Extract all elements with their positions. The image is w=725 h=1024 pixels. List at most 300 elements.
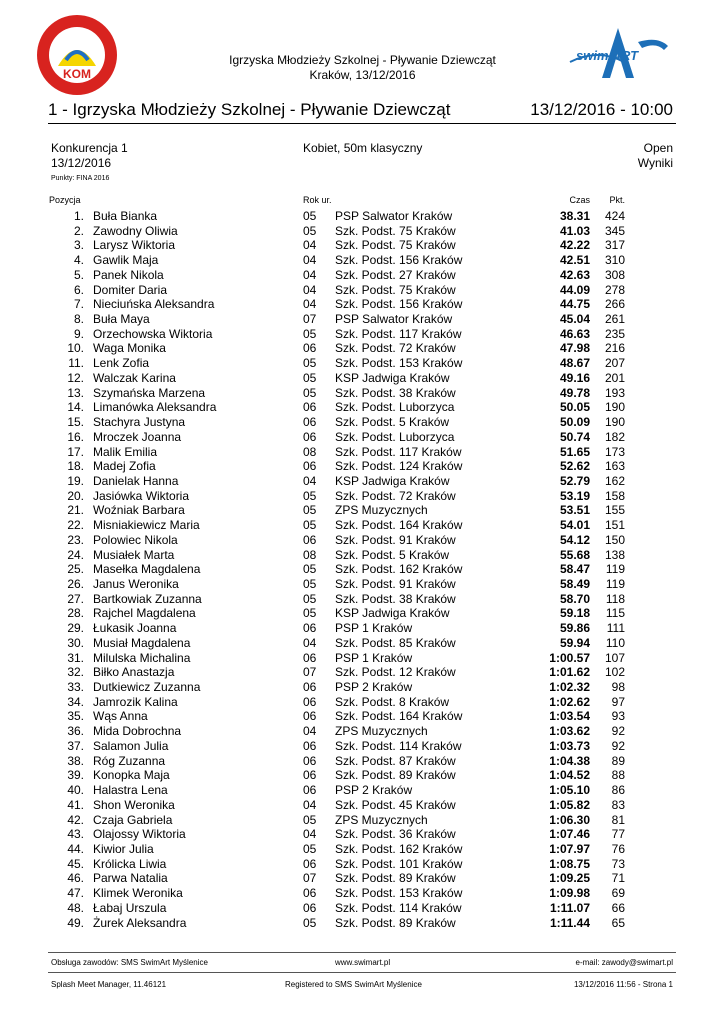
result-year: 05	[303, 326, 317, 341]
col-header-time: Czas	[569, 195, 590, 205]
result-club: KSP Jadwiga Kraków	[335, 370, 450, 385]
result-club: KSP Jadwiga Kraków	[335, 473, 450, 488]
result-row	[0, 356, 725, 371]
result-year: 06	[303, 400, 317, 415]
result-time: 50.05	[559, 400, 590, 415]
result-club: Szk. Podst. 114 Kraków	[335, 900, 462, 915]
result-points: 278	[604, 282, 625, 297]
result-row	[0, 813, 725, 828]
result-position: 33.	[67, 680, 84, 695]
result-club: Szk. Podst. 124 Kraków	[335, 459, 463, 474]
result-position: 16.	[67, 429, 84, 444]
result-row	[0, 592, 725, 607]
result-points: 235	[604, 326, 625, 341]
result-name: Halastra Lena	[93, 783, 168, 798]
result-time: 42.51	[559, 253, 590, 268]
result-points: 89	[611, 753, 625, 768]
result-position: 24.	[67, 547, 84, 562]
result-club: Szk. Podst. 153 Kraków	[335, 886, 463, 901]
result-points: 93	[611, 709, 625, 724]
result-position: 8.	[73, 312, 84, 327]
result-year: 08	[303, 547, 317, 562]
result-row	[0, 533, 725, 548]
result-time: 45.04	[559, 312, 590, 327]
header-line-1: Igrzyska Młodzieży Szkolnej - Pływanie Dziewcząt	[229, 53, 496, 67]
result-points: 308	[604, 267, 625, 282]
result-row	[0, 680, 725, 695]
result-position: 49.	[67, 915, 84, 930]
result-year: 05	[303, 503, 317, 518]
result-points: 424	[604, 209, 625, 223]
result-time: 50.09	[559, 415, 590, 430]
result-row	[0, 871, 725, 886]
result-time: 59.86	[559, 621, 590, 636]
result-club: ZPS Muzycznych	[335, 812, 428, 827]
result-points: 190	[604, 400, 625, 415]
result-time: 52.62	[559, 459, 590, 474]
result-points: 76	[611, 841, 625, 856]
result-year: 06	[303, 459, 317, 474]
result-club: Szk. Podst. 27 Kraków	[335, 267, 456, 282]
result-row	[0, 415, 725, 430]
result-club: ZPS Muzycznych	[335, 503, 428, 518]
result-club: Szk. Podst. 153 Kraków	[335, 356, 463, 371]
result-points: 261	[604, 312, 625, 327]
result-time: 1:08.75	[549, 856, 590, 871]
result-year: 06	[303, 900, 317, 915]
result-club: Szk. Podst. 156 Kraków	[335, 297, 463, 312]
result-points: 69	[611, 886, 625, 901]
result-time: 1:09.25	[549, 871, 590, 886]
result-time: 58.70	[559, 591, 590, 606]
result-name: Limanówka Aleksandra	[93, 400, 217, 415]
result-time: 1:11.44	[549, 915, 590, 930]
result-name: Mida Dobrochna	[93, 724, 182, 739]
result-position: 31.	[67, 650, 84, 665]
result-points: 182	[604, 429, 625, 444]
result-position: 30.	[67, 635, 84, 650]
result-position: 13.	[67, 385, 84, 400]
result-club: Szk. Podst. 87 Kraków	[335, 753, 456, 768]
result-year: 04	[303, 473, 317, 488]
result-time: 1:05.10	[549, 783, 590, 798]
result-row	[0, 636, 725, 651]
result-time: 1:03.54	[549, 709, 590, 724]
result-year: 06	[303, 783, 317, 798]
competition-label: Konkurencja 1	[51, 141, 128, 155]
result-club: Szk. Podst. 117 Kraków	[335, 326, 462, 341]
result-club: Szk. Podst. 36 Kraków	[335, 827, 456, 842]
result-club: Szk. Podst. 162 Kraków	[335, 841, 463, 856]
result-position: 15.	[67, 415, 84, 430]
kom-logo-text: KOM	[63, 67, 91, 81]
result-club: Szk. Podst. 8 Kraków	[335, 694, 450, 709]
result-points: 98	[611, 680, 625, 695]
result-name: Konopka Maja	[93, 768, 170, 783]
result-name: Kiwior Julia	[93, 841, 154, 856]
result-name: Gawlik Maja	[93, 253, 159, 268]
result-position: 2.	[73, 223, 84, 238]
result-name: Musiałek Marta	[93, 547, 175, 562]
result-row	[0, 386, 725, 401]
result-row	[0, 886, 725, 901]
result-time: 53.19	[559, 488, 590, 503]
result-year: 06	[303, 532, 317, 547]
result-year: 05	[303, 518, 317, 533]
result-position: 27.	[67, 591, 84, 606]
result-club: Szk. Podst. 89 Kraków	[335, 871, 456, 886]
result-time: 58.47	[559, 562, 590, 577]
result-name: Salamon Julia	[93, 738, 169, 753]
result-position: 28.	[67, 606, 84, 621]
result-row	[0, 474, 725, 489]
result-name: Orzechowska Wiktoria	[93, 326, 213, 341]
footer-email[interactable]: e-mail: zawody@swimart.pl	[575, 958, 673, 967]
result-points: 81	[611, 812, 625, 827]
footer-service: Obsługa zawodów: SMS SwimArt Myślenice	[51, 958, 208, 967]
result-time: 1:04.52	[549, 768, 590, 783]
result-time: 1:07.97	[549, 841, 590, 856]
result-name: Jasiówka Wiktoria	[93, 488, 190, 503]
result-points: 92	[611, 724, 625, 739]
result-points: 86	[611, 783, 625, 798]
result-name: Biłko Anastazja	[93, 665, 175, 680]
result-club: Szk. Podst. 72 Kraków	[335, 341, 456, 356]
result-name: Łukasik Joanna	[93, 621, 177, 636]
result-year: 06	[303, 341, 317, 356]
result-club: KSP Jadwiga Kraków	[335, 606, 450, 621]
result-position: 1.	[73, 209, 84, 223]
result-time: 51.65	[559, 444, 590, 459]
result-club: Szk. Podst. 85 Kraków	[335, 635, 456, 650]
result-year: 06	[303, 429, 317, 444]
result-year: 05	[303, 488, 317, 503]
result-time: 54.12	[559, 532, 590, 547]
result-time: 1:03.62	[549, 724, 590, 739]
result-position: 14.	[67, 400, 84, 415]
footer-website[interactable]: www.swimart.pl	[335, 958, 391, 967]
result-year: 05	[303, 370, 317, 385]
result-time: 41.03	[559, 223, 590, 238]
footer-page-info: 13/12/2016 11:56 - Strona 1	[573, 980, 673, 989]
result-year: 06	[303, 650, 317, 665]
result-name: Zawodny Oliwia	[93, 223, 178, 238]
result-time: 1:02.62	[549, 694, 590, 709]
result-club: PSP 1 Kraków	[335, 621, 413, 636]
result-name: Malik Emilia	[93, 444, 158, 459]
result-year: 05	[303, 577, 317, 591]
result-year: 05	[303, 385, 317, 400]
competition-description: Kobiet, 50m klasyczny	[303, 141, 423, 155]
result-points: 193	[604, 385, 625, 400]
result-year: 05	[303, 209, 317, 223]
result-position: 22.	[67, 518, 84, 533]
result-position: 36.	[67, 724, 84, 739]
result-points: 107	[604, 650, 625, 665]
result-position: 44.	[67, 841, 84, 856]
result-points: 201	[604, 370, 625, 385]
result-club: Szk. Podst. 75 Kraków	[335, 238, 456, 253]
result-row	[0, 798, 725, 813]
event-datetime: 13/12/2016 - 10:00	[530, 100, 673, 119]
result-position: 38.	[67, 753, 84, 768]
result-time: 1:09.98	[549, 886, 590, 901]
result-position: 18.	[67, 459, 84, 474]
competition-type: Wyniki	[637, 156, 673, 170]
result-row	[0, 209, 725, 224]
result-position: 4.	[73, 253, 84, 268]
result-row	[0, 651, 725, 666]
result-points: 77	[611, 827, 625, 842]
result-points: 155	[604, 503, 625, 518]
result-time: 50.74	[559, 429, 590, 444]
result-position: 25.	[67, 562, 84, 577]
result-row	[0, 768, 725, 783]
result-points: 345	[604, 223, 625, 238]
result-name: Żurek Aleksandra	[93, 915, 187, 930]
result-position: 19.	[67, 473, 84, 488]
result-points: 310	[604, 253, 625, 268]
result-position: 5.	[73, 267, 84, 282]
result-year: 06	[303, 694, 317, 709]
result-club: Szk. Podst. 101 Kraków	[335, 856, 463, 871]
result-name: Klimek Weronika	[93, 886, 183, 901]
result-club: PSP 2 Kraków	[335, 783, 413, 798]
result-position: 26.	[67, 577, 84, 591]
result-points: 97	[611, 694, 625, 709]
result-points: 162	[604, 473, 625, 488]
result-club: Szk. Podst. 89 Kraków	[335, 768, 456, 783]
result-time: 1:01.62	[549, 665, 590, 680]
result-club: Szk. Podst. 5 Kraków	[335, 415, 450, 430]
footer-divider-1	[48, 952, 676, 953]
result-time: 1:05.82	[549, 797, 590, 812]
result-year: 08	[303, 444, 317, 459]
result-name: Stachyra Justyna	[93, 415, 186, 430]
result-position: 3.	[73, 238, 84, 253]
result-name: Misniakiewicz Maria	[93, 518, 200, 533]
result-row	[0, 739, 725, 754]
result-time: 48.67	[559, 356, 590, 371]
result-row	[0, 606, 725, 621]
result-points: 83	[611, 797, 625, 812]
result-time: 1:03.73	[549, 738, 590, 753]
result-row	[0, 224, 725, 239]
result-time: 42.22	[559, 238, 590, 253]
event-title: 1 - Igrzyska Młodzieży Szkolnej - Pływanie Dziewcząt	[48, 100, 451, 119]
result-name: Wąs Anna	[93, 709, 148, 724]
result-year: 05	[303, 591, 317, 606]
result-position: 40.	[67, 783, 84, 798]
result-year: 06	[303, 753, 317, 768]
result-year: 05	[303, 356, 317, 371]
result-year: 07	[303, 312, 317, 327]
result-position: 41.	[67, 797, 84, 812]
result-position: 20.	[67, 488, 84, 503]
result-time: 58.49	[559, 577, 590, 591]
result-row	[0, 430, 725, 445]
result-club: Szk. Podst. 117 Kraków	[335, 444, 462, 459]
result-points: 66	[611, 900, 625, 915]
result-name: Musiał Magdalena	[93, 635, 191, 650]
footer-divider-2	[48, 972, 676, 973]
result-position: 34.	[67, 694, 84, 709]
result-club: Szk. Podst. 162 Kraków	[335, 562, 463, 577]
result-points: 71	[611, 871, 625, 886]
result-points: 173	[604, 444, 625, 459]
result-row	[0, 783, 725, 798]
result-club: Szk. Podst. 12 Kraków	[335, 665, 456, 680]
result-club: Szk. Podst. 164 Kraków	[335, 709, 463, 724]
footer-registered: Registered to SMS SwimArt Myślenice	[285, 980, 422, 989]
result-club: Szk. Podst. 72 Kraków	[335, 488, 456, 503]
result-year: 04	[303, 253, 317, 268]
result-row	[0, 724, 725, 739]
result-time: 44.09	[559, 282, 590, 297]
result-points: 119	[605, 577, 625, 591]
result-name: Szymańska Marzena	[93, 385, 206, 400]
result-year: 04	[303, 797, 317, 812]
result-year: 04	[303, 297, 317, 312]
result-year: 05	[303, 562, 317, 577]
result-year: 05	[303, 841, 317, 856]
col-header-year: Rok ur.	[303, 195, 332, 205]
result-club: Szk. Podst. Luborzyca	[335, 429, 455, 444]
result-row	[0, 709, 725, 724]
result-points: 115	[605, 606, 625, 621]
result-points: 151	[604, 518, 625, 533]
competition-date: 13/12/2016	[51, 156, 112, 170]
result-row	[0, 268, 725, 283]
result-time: 1:06.30	[549, 812, 590, 827]
result-name: Janus Weronika	[93, 577, 179, 591]
result-row	[0, 400, 725, 415]
result-year: 06	[303, 768, 317, 783]
result-row	[0, 341, 725, 356]
result-time: 47.98	[559, 341, 590, 356]
result-name: Dutkiewicz Zuzanna	[93, 680, 201, 695]
result-name: Czaja Gabriela	[93, 812, 173, 827]
result-name: Panek Nikola	[93, 267, 164, 282]
result-points: 73	[611, 856, 625, 871]
result-time: 49.16	[559, 370, 590, 385]
result-club: Szk. Podst. 156 Kraków	[335, 253, 463, 268]
result-name: Mroczek Joanna	[93, 429, 182, 444]
header-line-2: Kraków, 13/12/2016	[309, 68, 416, 82]
result-row	[0, 371, 725, 386]
result-time: 1:02.32	[549, 680, 590, 695]
result-row	[0, 253, 725, 268]
competition-category: Open	[643, 141, 673, 155]
result-year: 07	[303, 665, 317, 680]
result-points: 88	[611, 768, 625, 783]
result-position: 7.	[73, 297, 84, 312]
result-position: 39.	[67, 768, 84, 783]
result-position: 32.	[67, 665, 84, 680]
result-name: Domiter Daria	[93, 282, 168, 297]
result-position: 46.	[67, 871, 84, 886]
result-year: 06	[303, 415, 317, 430]
result-time: 44.75	[559, 297, 590, 312]
result-position: 35.	[67, 709, 84, 724]
result-points: 266	[604, 297, 625, 312]
result-row	[0, 562, 725, 577]
result-year: 04	[303, 827, 317, 842]
result-time: 1:04.38	[549, 753, 590, 768]
result-club: Szk. Podst. 75 Kraków	[335, 223, 456, 238]
col-header-position: Pozycja	[49, 195, 81, 205]
result-row	[0, 695, 725, 710]
result-time: 52.79	[559, 473, 590, 488]
result-name: Lenk Zofia	[93, 356, 150, 371]
result-position: 43.	[67, 827, 84, 842]
result-position: 12.	[67, 370, 84, 385]
col-header-points: Pkt.	[609, 195, 625, 205]
result-points: 65	[611, 915, 625, 930]
result-position: 48.	[67, 900, 84, 915]
result-points: 207	[604, 356, 625, 371]
result-row	[0, 489, 725, 504]
result-points: 110	[605, 635, 625, 650]
result-time: 55.68	[559, 547, 590, 562]
result-name: Walczak Karina	[93, 370, 176, 385]
result-year: 05	[303, 606, 317, 621]
result-position: 10.	[67, 341, 84, 356]
result-position: 42.	[67, 812, 84, 827]
result-name: Larysz Wiktoria	[93, 238, 176, 253]
result-name: Rajchel Magdalena	[93, 606, 196, 621]
result-club: Szk. Podst. 114 Kraków	[335, 738, 462, 753]
result-name: Woźniak Barbara	[93, 503, 185, 518]
result-name: Jamrozik Kalina	[93, 694, 178, 709]
result-time: 1:07.46	[549, 827, 590, 842]
result-position: 6.	[73, 282, 84, 297]
result-position: 47.	[67, 886, 84, 901]
result-time: 42.63	[559, 267, 590, 282]
result-year: 07	[303, 871, 317, 886]
result-time: 1:00.57	[549, 650, 590, 665]
result-club: Szk. Podst. 91 Kraków	[335, 577, 456, 591]
result-name: Róg Zuzanna	[93, 753, 166, 768]
result-row	[0, 459, 725, 474]
result-name: Parwa Natalia	[93, 871, 168, 886]
result-name: Buła Maya	[93, 312, 150, 327]
result-club: Szk. Podst. 5 Kraków	[335, 547, 450, 562]
result-row	[0, 842, 725, 857]
result-points: 119	[605, 562, 625, 577]
result-row	[0, 503, 725, 518]
result-name: Łabaj Urszula	[93, 900, 167, 915]
result-points: 163	[604, 459, 625, 474]
result-club: ZPS Muzycznych	[335, 724, 428, 739]
result-name: Olajossy Wiktoria	[93, 827, 186, 842]
result-position: 21.	[67, 503, 84, 518]
result-row	[0, 238, 725, 253]
swimart-logo-text: swim ART	[576, 48, 639, 63]
result-club: Szk. Podst. 38 Kraków	[335, 591, 456, 606]
result-points: 138	[604, 547, 625, 562]
result-row	[0, 283, 725, 298]
result-row	[0, 577, 725, 592]
result-points: 118	[605, 591, 625, 606]
result-row	[0, 901, 725, 916]
result-points: 216	[604, 341, 625, 356]
result-year: 04	[303, 724, 317, 739]
result-year: 06	[303, 738, 317, 753]
result-row	[0, 916, 725, 931]
result-club: Szk. Podst. 45 Kraków	[335, 797, 456, 812]
result-points: 111	[606, 621, 625, 636]
